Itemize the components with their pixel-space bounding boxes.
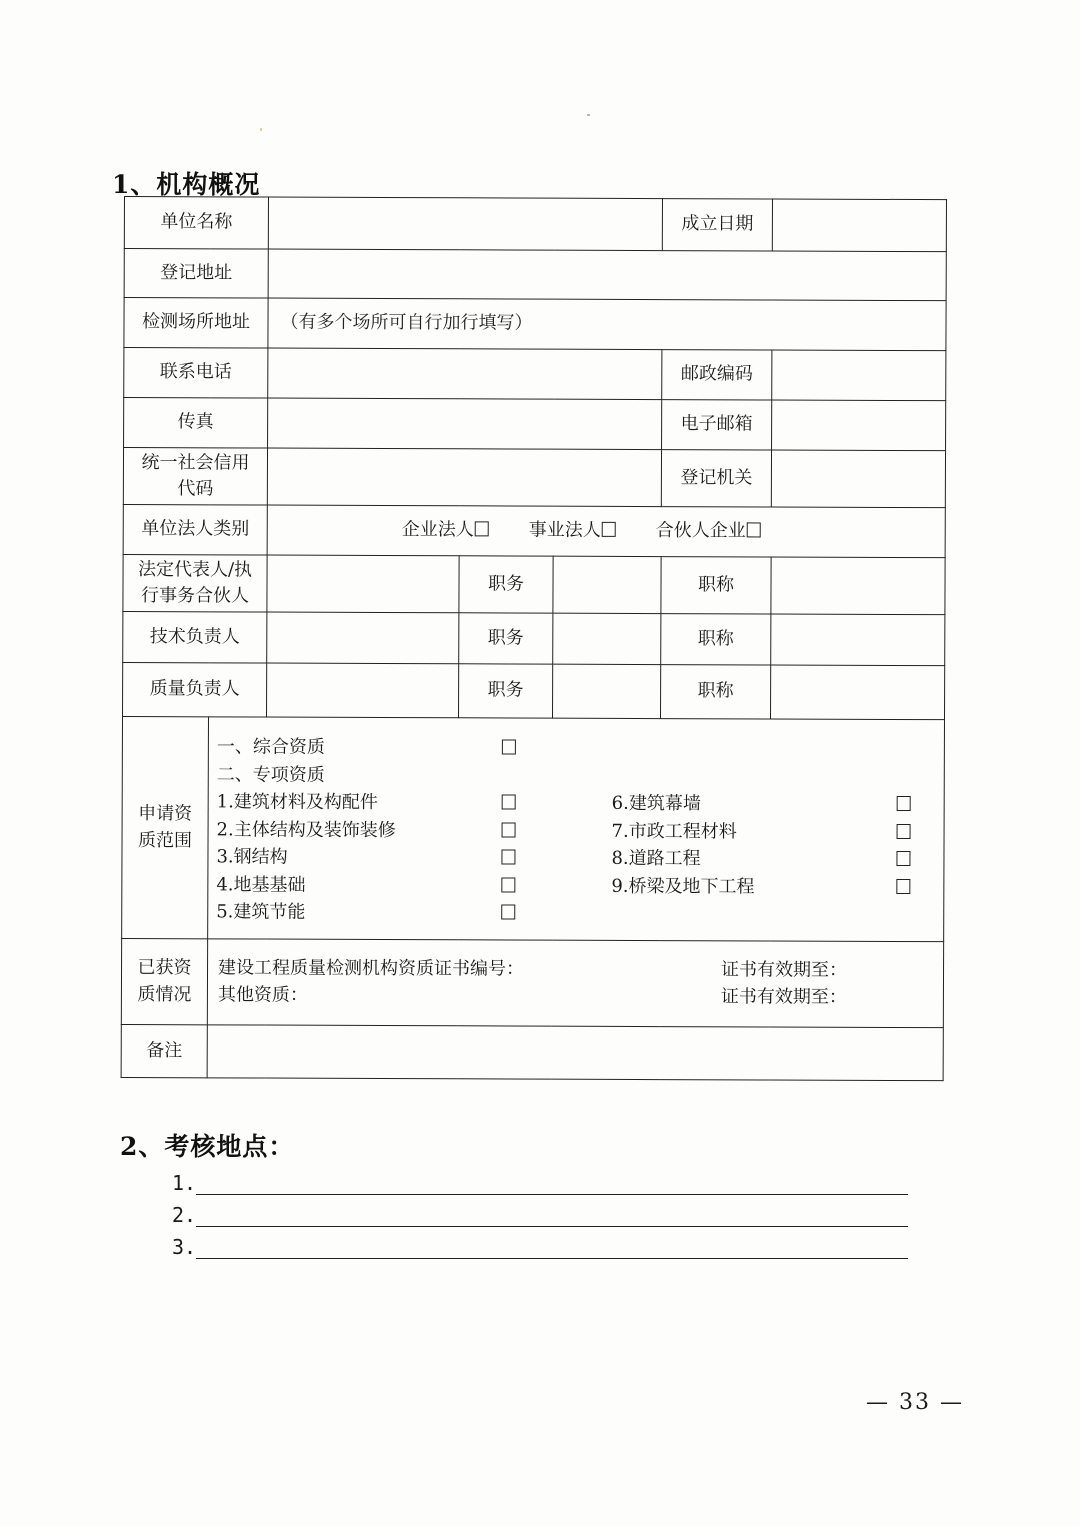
row-unit-name — [124, 197, 946, 252]
label-legal-type: 单位法人类别 — [123, 504, 267, 555]
row-credit-code — [123, 448, 945, 508]
checkbox-bridge-underground[interactable] — [896, 879, 910, 894]
section-title-assessment-locations: 2、考核地点： — [120, 1132, 295, 1161]
label-fax: 传真 — [124, 398, 268, 449]
row-fax — [124, 398, 946, 451]
established-date-field[interactable] — [772, 199, 946, 252]
fax-field[interactable] — [268, 398, 662, 450]
location-2-field[interactable] — [196, 1205, 908, 1227]
scope-item-label: 3.钢结构 — [216, 846, 288, 868]
row-legal-type — [123, 504, 945, 557]
legal-type-option-partnership[interactable] — [656, 518, 761, 544]
label-position: 职务 — [459, 613, 553, 664]
label-testing-site-address: 检测场所地址 — [124, 298, 268, 349]
scope-item-label: 2.主体结构及装饰装修 — [216, 819, 396, 841]
checkbox-partnership[interactable] — [747, 523, 761, 538]
cert-valid-until-label: 证书有效期至： — [721, 959, 848, 982]
location-number: 2. — [172, 1203, 197, 1227]
legal-representative-title-field[interactable] — [771, 557, 945, 615]
registration-authority-field[interactable] — [771, 450, 945, 508]
row-registered-address — [124, 249, 946, 301]
checkbox-energy-saving[interactable] — [501, 905, 515, 920]
legal-type-option-label: 企业法人 — [401, 519, 474, 541]
scope-item-label: 9.桥梁及地下工程 — [611, 875, 755, 898]
label-established-date: 成立日期 — [662, 199, 772, 251]
label-held-line2: 质情况 — [137, 983, 192, 1005]
testing-site-address-hint: （有多个场所可自行加行填写） — [280, 312, 533, 335]
label-credit-code-line1: 统一社会信用 — [141, 451, 250, 474]
unit-name-field[interactable] — [268, 197, 662, 251]
label-legal-rep-line2: 行事务合伙人 — [140, 585, 250, 607]
label-postal-code: 邮政编码 — [662, 350, 772, 400]
assessment-location-2 — [172, 1195, 908, 1227]
phone-field[interactable] — [268, 348, 662, 400]
credit-code-field[interactable] — [267, 448, 661, 507]
checkbox-enterprise[interactable] — [475, 522, 489, 537]
checkbox-main-structure[interactable] — [502, 822, 516, 837]
scan-speck — [260, 128, 262, 131]
label-qualification-scope — [122, 716, 209, 938]
checkbox-municipal-materials[interactable] — [897, 824, 911, 839]
quality-lead-title-field[interactable] — [771, 665, 945, 720]
scope-item-label: 5.建筑节能 — [216, 901, 306, 923]
technical-lead-position-field[interactable] — [553, 613, 661, 664]
checkbox-building-materials[interactable] — [502, 795, 516, 810]
label-held-line1: 已获资 — [137, 957, 192, 979]
label-professional-title: 职称 — [661, 557, 771, 614]
location-number: 3. — [172, 1235, 197, 1259]
label-phone: 联系电话 — [124, 348, 268, 399]
row-quality-lead — [123, 662, 945, 719]
scope-item-label: 6.建筑幕墙 — [611, 793, 701, 815]
scope-item-label: 8.道路工程 — [611, 848, 701, 870]
quality-lead-position-field[interactable] — [552, 664, 660, 718]
label-position: 职务 — [459, 556, 553, 613]
label-email: 电子邮箱 — [662, 400, 772, 450]
location-3-field[interactable] — [196, 1237, 908, 1259]
scope-comprehensive-label: 一、综合资质 — [216, 736, 325, 759]
row-remarks — [121, 1024, 943, 1080]
assessment-location-3 — [172, 1227, 908, 1259]
label-credit-code — [123, 448, 267, 506]
cert-number-label: 建设工程质量检测机构资质证书编号： — [217, 957, 525, 980]
row-qualification-scope — [122, 716, 945, 941]
label-scope-line1: 申请资 — [138, 803, 193, 825]
label-legal-representative — [123, 554, 267, 612]
qualification-scope-options — [208, 717, 945, 942]
row-legal-representative — [123, 554, 945, 614]
scope-special-heading: 二、专项资质 — [216, 764, 325, 786]
label-professional-title: 职称 — [661, 665, 771, 719]
legal-type-option-enterprise[interactable] — [402, 518, 489, 544]
testing-site-address-field[interactable] — [268, 298, 946, 351]
technical-lead-name-field[interactable] — [267, 612, 459, 664]
label-quality-lead: 质量负责人 — [123, 662, 267, 717]
row-technical-lead — [123, 611, 945, 665]
legal-type-options — [267, 505, 945, 558]
assessment-location-list — [172, 1163, 908, 1259]
legal-type-option-label: 合伙人企业 — [655, 520, 746, 542]
label-position: 职务 — [458, 664, 552, 718]
organization-overview-table — [121, 196, 947, 1081]
scope-item-label: 4.地基基础 — [216, 874, 306, 896]
location-1-field[interactable] — [196, 1173, 908, 1195]
label-technical-lead: 技术负责人 — [123, 611, 267, 663]
label-registered-address: 登记地址 — [124, 249, 268, 299]
label-registration-authority: 登记机关 — [661, 450, 771, 507]
legal-representative-name-field[interactable] — [267, 555, 459, 613]
row-testing-site-address — [124, 298, 946, 351]
label-legal-rep-line1: 法定代表人/执 — [137, 558, 253, 581]
held-qualifications-field[interactable] — [207, 939, 943, 1028]
checkbox-curtain-wall[interactable] — [897, 796, 911, 811]
remarks-field[interactable] — [207, 1025, 943, 1081]
email-field[interactable] — [772, 400, 946, 451]
registered-address-field[interactable] — [268, 249, 946, 301]
checkbox-institution[interactable] — [602, 522, 616, 537]
scope-item-label: 7.市政工程材料 — [611, 820, 737, 843]
checkbox-road-engineering[interactable] — [896, 851, 910, 866]
label-unit-name: 单位名称 — [124, 197, 268, 250]
row-phone — [124, 348, 946, 401]
postal-code-field[interactable] — [772, 350, 946, 401]
technical-lead-title-field[interactable] — [771, 614, 945, 666]
label-remarks: 备注 — [121, 1024, 207, 1077]
location-number: 1. — [172, 1171, 197, 1195]
label-professional-title: 职称 — [661, 614, 771, 665]
label-credit-code-line2: 代码 — [177, 478, 214, 500]
other-valid-until-label: 证书有效期至： — [720, 985, 847, 1008]
section-title-organization-overview: 1、机构概况 — [112, 170, 261, 199]
row-held-qualifications — [121, 938, 943, 1027]
checkbox-comprehensive[interactable] — [502, 740, 516, 755]
assessment-location-1 — [172, 1163, 908, 1195]
legal-representative-position-field[interactable] — [553, 556, 661, 613]
label-scope-line2: 质范围 — [137, 829, 193, 851]
scan-speck — [587, 114, 590, 116]
other-qualifications-label: 其他资质： — [217, 983, 308, 1006]
legal-type-option-institution[interactable] — [529, 518, 616, 544]
legal-type-option-label: 事业法人 — [528, 520, 601, 542]
scope-item-label: 1.建筑材料及构配件 — [216, 791, 378, 814]
checkbox-foundation[interactable] — [501, 877, 515, 892]
checkbox-steel-structure[interactable] — [501, 850, 515, 865]
page-number: — 33 — — [866, 1390, 964, 1415]
quality-lead-name-field[interactable] — [267, 663, 459, 718]
label-held-qualifications — [121, 938, 207, 1024]
